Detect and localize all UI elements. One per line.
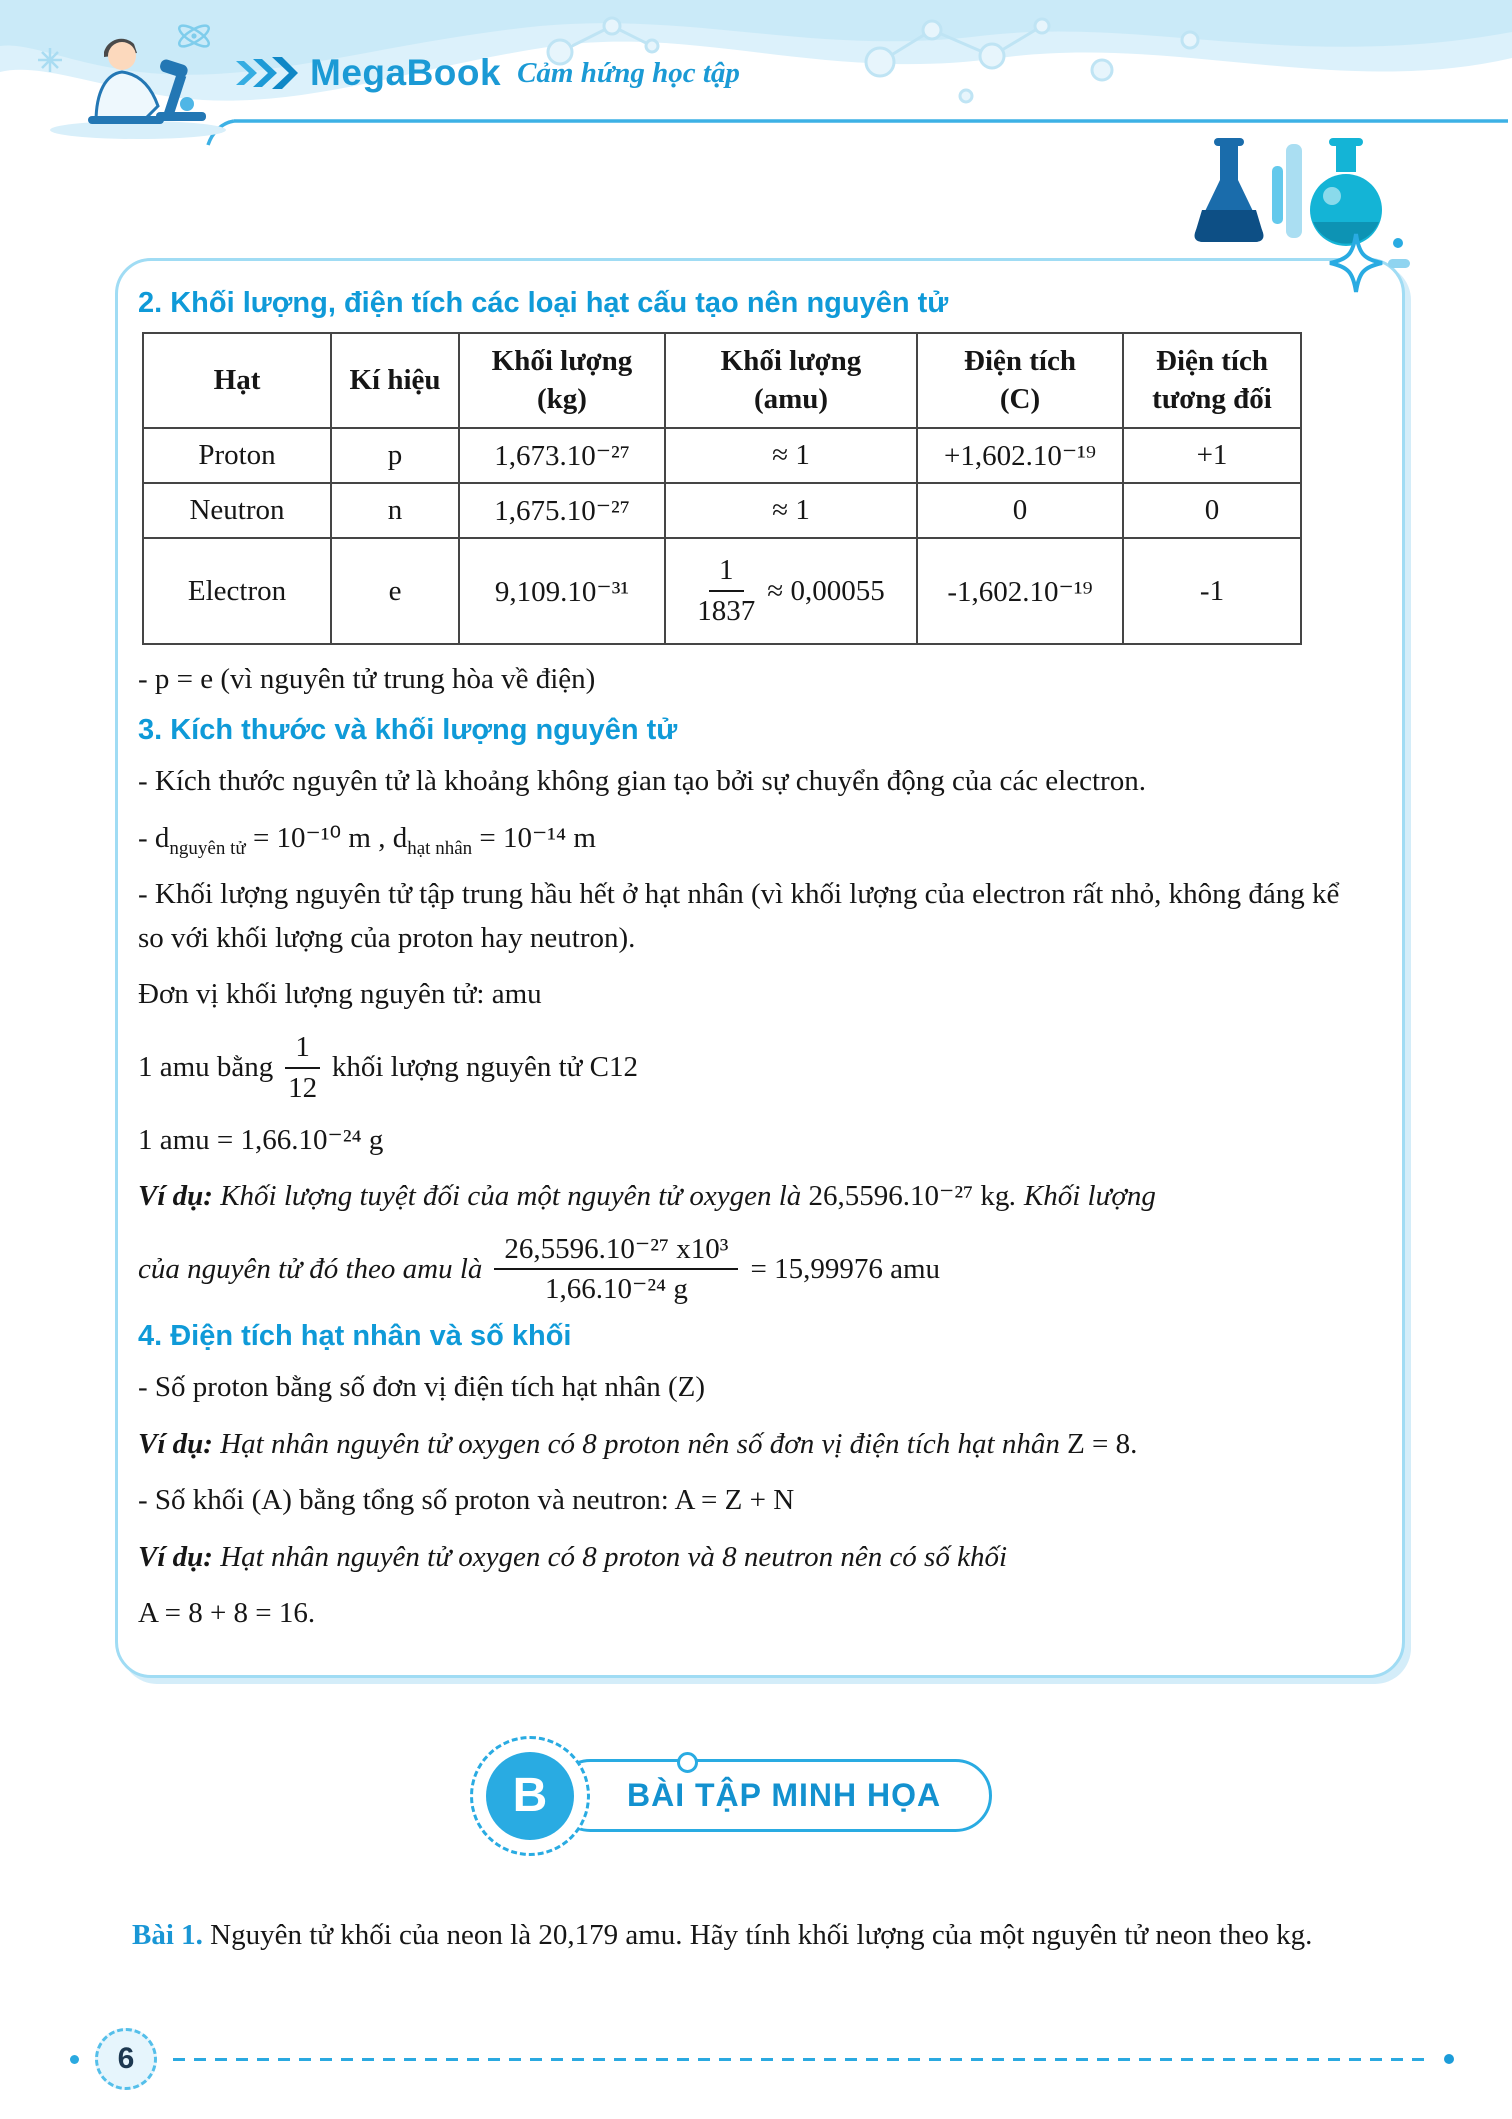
snowflake-icon (38, 48, 62, 72)
cell-charge-c: 0 (917, 483, 1123, 538)
pill-dot-decoration (677, 1752, 698, 1773)
fraction: $\frac{1}{12}$ (285, 1030, 320, 1106)
col-header-charge-c: Điện tích (C) (917, 333, 1123, 428)
example-label: Ví dụ: (138, 1180, 213, 1213)
erlenmeyer-flask-icon (1195, 138, 1264, 242)
table-header-row (143, 333, 1301, 428)
exercise-banner-label: BÀI TẬP MINH HỌA (627, 1777, 942, 1814)
example-oxygen-line2: của nguyên tử đó theo amu là $\frac{\text{26,5596.10⁻²⁷ x10³}}{\text{1,66.10⁻²⁴ g}}$ = 15,99976 amu (138, 1232, 941, 1306)
logo-tagline: Cảm hứng học tập (517, 56, 740, 89)
example-mass-number-line1: Ví dụ: Hạt nhân nguyên tử oxygen có 8 proton và 8 neutron nên có số khối (138, 1540, 1008, 1573)
section-2-title: 2. Khối lượng, điện tích các loại hạt cấu tạo nên nguyên tử (138, 287, 949, 319)
page-number-badge (95, 2028, 157, 2090)
example-label: Ví dụ: (138, 1540, 213, 1573)
subscript-hat-nhan: hạt nhân (407, 837, 473, 859)
line-mass-number: - Số khối (A) bằng tổng số proton và neutron: A = Z + N (138, 1484, 795, 1517)
fraction: $\frac{1}{1837}$ (697, 554, 756, 628)
col-header-mass-amu: Khối lượng (amu) (665, 333, 917, 428)
example-z-equals-8: Ví dụ: Hạt nhân nguyên tử oxygen có 8 proton nên số đơn vị điện tích hạt nhân Z = 8. (138, 1427, 1138, 1460)
scientist-illustration-icon (38, 14, 238, 142)
example-oxygen-line1: Ví dụ: Khối lượng tuyệt đối của một nguyên tử oxygen là 26,5596.10⁻²⁷ kg. Khối lượng (138, 1180, 1156, 1213)
logo-text: MegaBook (310, 52, 502, 93)
section-b-badge: B (486, 1752, 574, 1840)
exercise-1-label: Bài 1. (132, 1918, 203, 1951)
footer-left-dot (70, 2055, 79, 2064)
line-mass-concentration: - Khối lượng nguyên tử tập trung hầu hết ở hạt nhân (vì khối lượng của electron rất nhỏ, không đáng kể so với khối lượng của proton hay neutron). (138, 878, 1340, 954)
formula-amu-value: 1 amu = 1,66.10⁻²⁴ g (138, 1123, 384, 1156)
scientist-figure (88, 39, 164, 124)
formula-amu-definition: 1 amu bằng $\frac{1}{12}$ khối lượng nguyên tử C12 (138, 1030, 638, 1104)
cell-mass-amu-fraction: $\frac{1}{1837}$ ≈ 0,00055 (665, 538, 917, 644)
footer-right-dot (1444, 2054, 1454, 2064)
cell-symbol: n (331, 483, 459, 538)
fraction: $\frac{\text{26,5596.10⁻²⁷ x10³}}{\text{1,66.10⁻²⁴ g}}$ (494, 1232, 738, 1308)
col-header-charge-rel: Điện tích tương đối (1123, 333, 1301, 428)
cell-mass-kg: 9,109.10⁻³¹ (459, 538, 665, 644)
cell-particle: Electron (143, 538, 331, 644)
page-header (0, 0, 1512, 252)
section-3-title: 3. Kích thước và khối lượng nguyên tử (138, 714, 678, 747)
cell-particle: Neutron (143, 483, 331, 538)
col-header-particle: Hạt (143, 333, 331, 428)
cell-particle: Proton (143, 428, 331, 483)
microscope-icon (156, 58, 206, 121)
cell-charge-rel: -1 (1123, 538, 1301, 644)
line-atom-size: - Kích thước nguyên tử là khoảng không gian tạo bởi sự chuyển động của các electron. (138, 765, 1146, 798)
section-4-title: 4. Điện tích hạt nhân và số khối (138, 1320, 572, 1353)
atom-icon (176, 22, 211, 50)
table-row-electron (143, 538, 1301, 644)
col-header-mass-kg: Khối lượng (kg) (459, 333, 665, 428)
page-footer (0, 2028, 1512, 2090)
line-proton-charge: - Số proton bằng số đơn vị điện tích hạt nhân (Z) (138, 1371, 706, 1404)
cell-mass-amu: ≈ 1 (665, 428, 917, 483)
example-label: Ví dụ: (138, 1427, 213, 1460)
col-header-symbol: Kí hiệu (331, 333, 459, 428)
exercise-banner (470, 1736, 1512, 1856)
exercise-banner-pill (554, 1759, 992, 1832)
table-row-proton (143, 428, 1301, 483)
round-flask-icon (1310, 138, 1382, 246)
section-b-badge-ring (470, 1736, 590, 1856)
cell-symbol: e (331, 538, 459, 644)
exercise-1 (132, 1912, 1402, 1958)
table-row-neutron (143, 483, 1301, 538)
content-box (115, 258, 1405, 1678)
particles-table (142, 332, 1302, 645)
exercise-1-text: Nguyên tử khối của neon là 20,179 amu. Hãy tính khối lượng của một nguyên tử neon theo kg. (210, 1918, 1313, 1951)
cell-symbol: p (331, 428, 459, 483)
subscript-nguyen-tu: nguyên tử (169, 837, 246, 859)
cell-mass-kg: 1,675.10⁻²⁷ (459, 483, 665, 538)
logo-row (236, 52, 740, 94)
sparkle-star-icon (1318, 231, 1418, 303)
note-p-equals-e: - p = e (vì nguyên tử trung hòa về điện) (138, 662, 596, 695)
cell-charge-rel: +1 (1123, 428, 1301, 483)
cell-mass-amu: ≈ 1 (665, 483, 917, 538)
line-mass-unit: Đơn vị khối lượng nguyên tử: amu (138, 978, 542, 1011)
example-mass-number-line2: A = 8 + 8 = 16. (138, 1597, 316, 1630)
megabook-logo-icon (236, 56, 298, 90)
cell-charge-rel: 0 (1123, 483, 1301, 538)
cell-charge-c: -1,602.10⁻¹⁹ (917, 538, 1123, 644)
cell-charge-c: +1,602.10⁻¹⁹ (917, 428, 1123, 483)
page-number: 6 (117, 2042, 135, 2076)
cell-mass-kg: 1,673.10⁻²⁷ (459, 428, 665, 483)
footer-dashed-line (173, 2058, 1428, 2061)
formula-diameter: - $d_{nguyên tử} = 10^{-10}$ m , $d_{hạt nhân} = 10^{-14}$ m (138, 821, 596, 859)
